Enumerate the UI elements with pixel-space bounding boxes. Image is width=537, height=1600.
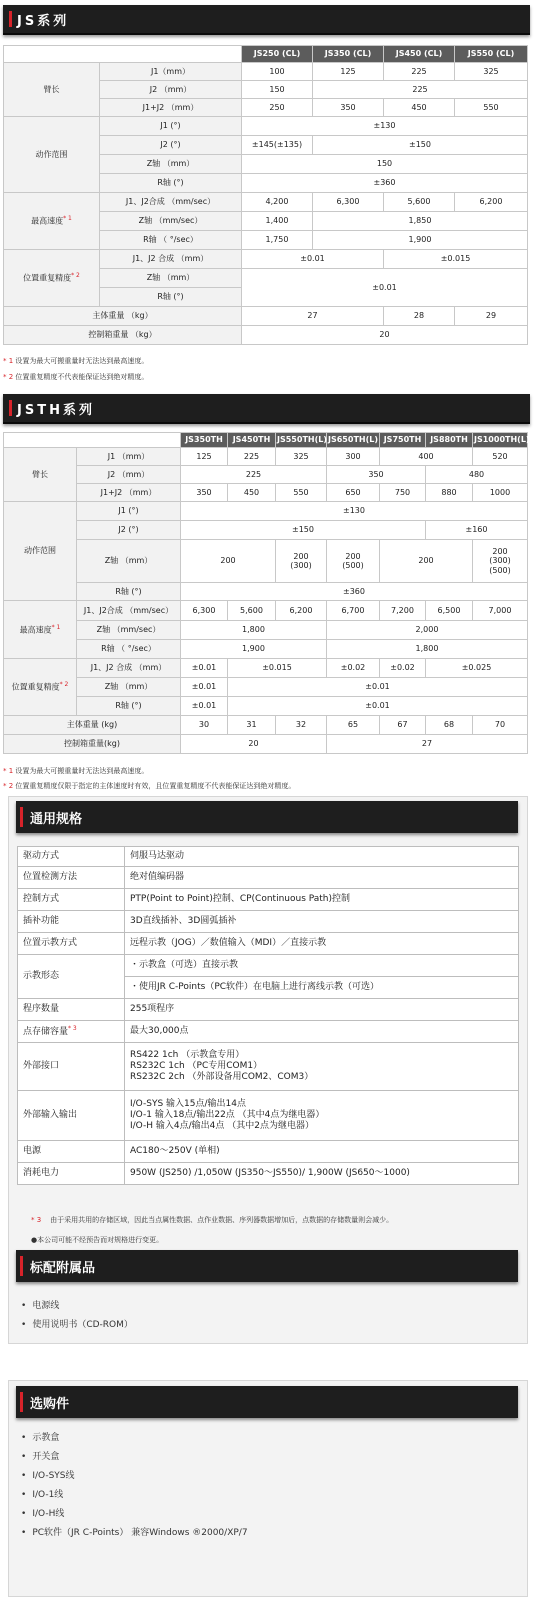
- js-footnote-2: * 2 位置重复精度不代表能保证达到绝对精度。: [3, 373, 149, 381]
- table-row: [4, 735, 528, 754]
- table-row: [18, 911, 519, 933]
- table-row: [4, 448, 528, 466]
- table-cell: ±145(±135): [242, 136, 313, 155]
- table-cell: 1,750: [242, 231, 313, 250]
- spec-key: 插补功能: [18, 911, 125, 933]
- spec-key: 示教形态: [18, 955, 125, 999]
- table-cell: ±150: [313, 136, 528, 155]
- table-cell: 28: [384, 307, 455, 326]
- footnote-mark: * 2: [71, 272, 80, 280]
- spec-value: 3D直线插补、3D圆弧插补: [125, 911, 519, 933]
- table-cell: 68: [426, 716, 473, 735]
- jsth-footnote-1: * 1 设置为最大可搬重量时无法达到最高速度。: [3, 767, 149, 775]
- jsth-model-header: JS880TH: [426, 433, 473, 448]
- spec-value: AC180～250V (单相): [125, 1141, 519, 1163]
- table-cell: 1,800: [327, 640, 528, 659]
- table-cell: ±0.015: [228, 659, 327, 678]
- table-cell: 2,000: [327, 621, 528, 640]
- table-cell: 325: [455, 63, 528, 81]
- jsth-model-header: JS1000TH(L): [473, 433, 528, 448]
- row-label: J1、J2合成 （mm/sec）: [77, 601, 181, 621]
- spec-key: 外部接口: [18, 1043, 125, 1091]
- table-cell: 20: [181, 735, 327, 754]
- jsth-model-header: JS550TH(L): [276, 433, 327, 448]
- table-cell: 6,300: [313, 193, 384, 212]
- general-spec-header: [16, 801, 518, 833]
- repeatability-label: 位置重复精度$^{* 2}$: [4, 659, 77, 716]
- table-cell: 4,200: [242, 193, 313, 212]
- table-cell: ±0.01: [181, 697, 228, 716]
- list-item: • 开关盒: [21, 1448, 248, 1467]
- row-label: Z轴 （mm）: [77, 540, 181, 583]
- table-cell: 225: [313, 81, 528, 99]
- spec-value: I/O-SYS 输入15点/输出14点 I/O-1 输入18点/输出22点 （其中4点为继电器） I/O-H 输入4点/输出4点 （其中2点为继电器）: [125, 1091, 519, 1141]
- table-cell: 650: [327, 484, 380, 502]
- list-item: • PC软件（JR C-Points） 兼容Windows ®2000/XP/7: [21, 1524, 248, 1543]
- footnote-mark: * 1: [63, 215, 72, 223]
- general-footnote-3: * 3 由于采用共用的存储区域，因此当点属性数据、点作业数据、序列器数据增加后，点数据的存储数量则会减少。: [31, 1216, 394, 1224]
- table-row: [18, 847, 519, 867]
- jsth-series-title: JSTH系列: [17, 403, 95, 418]
- general-spec-table: [17, 846, 519, 1185]
- row-label: R轴 (°): [100, 288, 242, 307]
- table-cell: 300: [327, 448, 380, 466]
- table-cell: 200: [380, 540, 473, 583]
- table-cell: 250: [242, 99, 313, 117]
- motion-range-label: 动作范围: [4, 117, 100, 193]
- js-model-header: JS450 (CL): [384, 46, 455, 63]
- table-cell: 1,900: [181, 640, 327, 659]
- table-row: [4, 307, 528, 326]
- table-cell: 550: [455, 99, 528, 117]
- table-cell: 125: [313, 63, 384, 81]
- table-cell: 5,600: [228, 601, 276, 621]
- row-label: J2 (°): [100, 136, 242, 155]
- table-cell: 350: [181, 484, 228, 502]
- jsth-series-header: [3, 394, 530, 424]
- row-label: J1 (°): [77, 502, 181, 521]
- table-cell: 31: [228, 716, 276, 735]
- table-cell: 1,400: [242, 212, 313, 231]
- table-row: [18, 999, 519, 1021]
- spec-key: 位置示教方式: [18, 933, 125, 955]
- table-cell: 350: [313, 99, 384, 117]
- row-label: J2 (°): [77, 521, 181, 540]
- table-row: [4, 601, 528, 621]
- row-label: J2 （mm）: [100, 81, 242, 99]
- table-cell: ±160: [426, 521, 528, 540]
- spec-value: RS422 1ch （示教盒专用） RS232C 1ch （PC专用COM1） RS232C 2ch （外部设备用COM2、COM3）: [125, 1043, 519, 1091]
- spec-key: 驱动方式: [18, 847, 125, 867]
- table-cell: 65: [327, 716, 380, 735]
- spec-value: 远程示教（JOG）／数值输入（MDI）／直接示教: [125, 933, 519, 955]
- footnote-mark: * 2: [59, 681, 69, 689]
- table-cell: 750: [380, 484, 426, 502]
- row-label: R轴 (°): [77, 697, 181, 716]
- repeatability-label: 位置重复精度$^{* 2}$: [4, 250, 100, 307]
- table-cell: 70: [473, 716, 528, 735]
- jsth-model-header: JS650TH(L): [327, 433, 380, 448]
- table-row: [4, 678, 528, 697]
- row-label: R轴 （ °/sec）: [77, 640, 181, 659]
- table-cell: 450: [384, 99, 455, 117]
- table-row: [18, 955, 519, 977]
- table-row: [4, 521, 528, 540]
- table-cell: 200 (500): [327, 540, 380, 583]
- max-speed-label: 最高速度$^{* 1}$: [4, 193, 100, 250]
- row-label: J1+J2 （mm）: [100, 99, 242, 117]
- table-cell: ±0.01: [228, 697, 528, 716]
- table-row: [4, 621, 528, 640]
- jsth-model-header: JS750TH: [380, 433, 426, 448]
- table-cell: 200 (300) (500): [473, 540, 528, 583]
- row-label: R轴 (°): [77, 583, 181, 601]
- row-label: J1、J2 合成 （mm）: [100, 250, 242, 269]
- row-label: 主体重量 （kg）: [4, 307, 242, 326]
- table-row: [4, 466, 528, 484]
- row-label: J1、J2合成 （mm/sec）: [100, 193, 242, 212]
- row-label: Z轴 （mm/sec）: [77, 621, 181, 640]
- options-panel: [8, 1380, 528, 1597]
- red-accent-bar: [9, 11, 12, 27]
- table-cell: 1,850: [313, 212, 528, 231]
- table-cell: 67: [380, 716, 426, 735]
- table-cell: 100: [242, 63, 313, 81]
- table-cell: 550: [276, 484, 327, 502]
- table-cell: ±0.015: [384, 250, 528, 269]
- table-cell: 400: [380, 448, 473, 466]
- options-list: [21, 1429, 248, 1543]
- table-cell: ±0.01: [242, 269, 528, 307]
- spec-key: 点存储容量$^{* 3}$: [18, 1021, 125, 1043]
- table-row: [18, 867, 519, 889]
- spec-key: 外部输入输出: [18, 1091, 125, 1141]
- row-label: 控制箱重量 （kg）: [4, 326, 242, 345]
- table-cell: 480: [426, 466, 528, 484]
- table-cell: 225: [181, 466, 327, 484]
- red-accent-bar: [9, 400, 12, 416]
- table-cell: 520: [473, 448, 528, 466]
- table-row: [18, 889, 519, 911]
- row-label: J1 (°): [100, 117, 242, 136]
- spec-value: 伺服马达驱动: [125, 847, 519, 867]
- js-header-row: [4, 46, 528, 63]
- row-label: Z轴 （mm/sec）: [100, 212, 242, 231]
- spec-value: 950W (JS250) /1,050W (JS350～JS550)/ 1,900W (JS650～1000): [125, 1163, 519, 1185]
- js-model-header: JS250 (CL): [242, 46, 313, 63]
- jsth-model-header: JS450TH: [228, 433, 276, 448]
- row-label: R轴 (°): [100, 174, 242, 193]
- table-cell: ±130: [242, 117, 528, 136]
- table-cell: ±0.025: [426, 659, 528, 678]
- list-item: • 电源线: [21, 1297, 133, 1316]
- table-cell: ±0.01: [181, 659, 228, 678]
- table-cell: ±150: [181, 521, 426, 540]
- options-title: 选购件: [30, 1397, 70, 1412]
- spec-key: 电源: [18, 1141, 125, 1163]
- table-cell: 5,600: [384, 193, 455, 212]
- red-accent-bar: [20, 1256, 23, 1276]
- table-cell: 225: [384, 63, 455, 81]
- table-cell: 200 (300): [276, 540, 327, 583]
- js-footnote-1: * 1 设置为最大可搬重量时无法达到最高速度。: [3, 357, 149, 365]
- spec-value: 255项程序: [125, 999, 519, 1021]
- general-spec-title: 通用规格: [30, 812, 83, 827]
- footnote-mark: * 3: [68, 1024, 77, 1032]
- table-row: [4, 484, 528, 502]
- table-cell: 450: [228, 484, 276, 502]
- accessories-title: 标配附属品: [30, 1261, 96, 1276]
- red-accent-bar: [20, 807, 23, 827]
- accessories-list: [21, 1297, 133, 1335]
- row-label: J2 （mm）: [77, 466, 181, 484]
- spec-key: 控制方式: [18, 889, 125, 911]
- table-cell: 225: [228, 448, 276, 466]
- list-item: • I/O-H线: [21, 1505, 248, 1524]
- motion-range-label: 动作范围: [4, 502, 77, 601]
- spec-value: 最大30,000点: [125, 1021, 519, 1043]
- list-item: • I/O-1线: [21, 1486, 248, 1505]
- table-row: [4, 583, 528, 601]
- table-cell: 150: [242, 81, 313, 99]
- table-cell: 27: [242, 307, 384, 326]
- table-row: [4, 640, 528, 659]
- table-cell: 880: [426, 484, 473, 502]
- table-row: [4, 697, 528, 716]
- table-row: [18, 1091, 519, 1141]
- spec-value: ・使用JR C-Points（PC软件）在电脑上进行离线示教（可选）: [125, 977, 519, 999]
- table-cell: 6,500: [426, 601, 473, 621]
- table-cell: 6,200: [276, 601, 327, 621]
- table-cell: ±130: [181, 502, 528, 521]
- jsth-footnote-2: * 2 位置重复精度仅限于指定的主体速度时有效，且位置重复精度不代表能保证达到绝对精度。: [3, 782, 296, 790]
- arm-length-label: 臂长: [4, 448, 77, 502]
- table-row: [18, 1043, 519, 1091]
- spec-key: 程序数量: [18, 999, 125, 1021]
- arm-length-label: 臂长: [4, 63, 100, 117]
- table-cell: 30: [181, 716, 228, 735]
- table-row: [4, 193, 528, 212]
- table-row: [4, 117, 528, 136]
- list-item: • 示教盒: [21, 1429, 248, 1448]
- accessories-header: [16, 1250, 518, 1282]
- table-cell: 7,000: [473, 601, 528, 621]
- table-row: [4, 716, 528, 735]
- table-row: [4, 250, 528, 269]
- table-cell: ±360: [242, 174, 528, 193]
- row-label: J1、J2 合成 （mm）: [77, 659, 181, 678]
- js-series-header: [3, 5, 530, 35]
- jsth-header-row: [4, 433, 528, 448]
- table-cell: ±0.01: [228, 678, 528, 697]
- options-header: [16, 1386, 518, 1418]
- table-cell: ±0.02: [380, 659, 426, 678]
- table-row: [18, 933, 519, 955]
- table-cell: 125: [181, 448, 228, 466]
- table-cell: 6,300: [181, 601, 228, 621]
- table-row: [4, 502, 528, 521]
- table-cell: ±0.02: [327, 659, 380, 678]
- row-label: R轴 （ °/sec）: [100, 231, 242, 250]
- table-row: [4, 659, 528, 678]
- row-label: 主体重量 (kg): [4, 716, 181, 735]
- table-cell: 350: [327, 466, 426, 484]
- jsth-spec-table: [3, 432, 528, 754]
- red-accent-bar: [20, 1392, 23, 1412]
- js-model-header: JS350 (CL): [313, 46, 384, 63]
- table-cell: 1,800: [181, 621, 327, 640]
- table-cell: 20: [242, 326, 528, 345]
- spec-key: 位置检测方法: [18, 867, 125, 889]
- spec-value: ・示教盒（可选）直接示教: [125, 955, 519, 977]
- table-row: [4, 326, 528, 345]
- table-cell: 27: [327, 735, 528, 754]
- table-row: [4, 63, 528, 81]
- general-spec-panel: [8, 796, 528, 1344]
- row-label: Z轴 （mm）: [77, 678, 181, 697]
- table-row: [18, 1021, 519, 1043]
- list-item: • 使用说明书（CD-ROM）: [21, 1316, 133, 1335]
- list-item: • I/O-SYS线: [21, 1467, 248, 1486]
- table-cell: ±360: [181, 583, 528, 601]
- spec-value: 绝对值编码器: [125, 867, 519, 889]
- row-label: J1（mm）: [100, 63, 242, 81]
- table-cell: 7,200: [380, 601, 426, 621]
- table-cell: 6,700: [327, 601, 380, 621]
- js-spec-table: [3, 45, 528, 345]
- table-cell: 1000: [473, 484, 528, 502]
- table-cell: 32: [276, 716, 327, 735]
- js-series-title: JS系列: [17, 14, 70, 29]
- row-label: J1+J2 （mm）: [77, 484, 181, 502]
- table-cell: 29: [455, 307, 528, 326]
- row-label: Z轴 （mm）: [100, 155, 242, 174]
- js-model-header: JS550 (CL): [455, 46, 528, 63]
- spec-value: PTP(Point to Point)控制、CP(Continuous Path)控制: [125, 889, 519, 911]
- table-cell: 1,900: [313, 231, 528, 250]
- table-cell: 6,200: [455, 193, 528, 212]
- general-footnote-change: ●本公司可能不经预告而对规格进行变更。: [31, 1236, 164, 1244]
- row-label: 控制箱重量(kg): [4, 735, 181, 754]
- table-cell: ±0.01: [242, 250, 384, 269]
- table-cell: 325: [276, 448, 327, 466]
- table-cell: ±0.01: [181, 678, 228, 697]
- row-label: Z轴 （mm）: [100, 269, 242, 288]
- table-cell: 150: [242, 155, 528, 174]
- jsth-model-header: JS350TH: [181, 433, 228, 448]
- row-label: J1 （mm）: [77, 448, 181, 466]
- footnote-mark: * 1: [51, 623, 61, 631]
- max-speed-label: 最高速度$^{* 1}$: [4, 601, 77, 659]
- table-row: [18, 1163, 519, 1185]
- spec-key: 消耗电力: [18, 1163, 125, 1185]
- table-cell: 200: [181, 540, 276, 583]
- table-row: [4, 540, 528, 583]
- table-row: [18, 1141, 519, 1163]
